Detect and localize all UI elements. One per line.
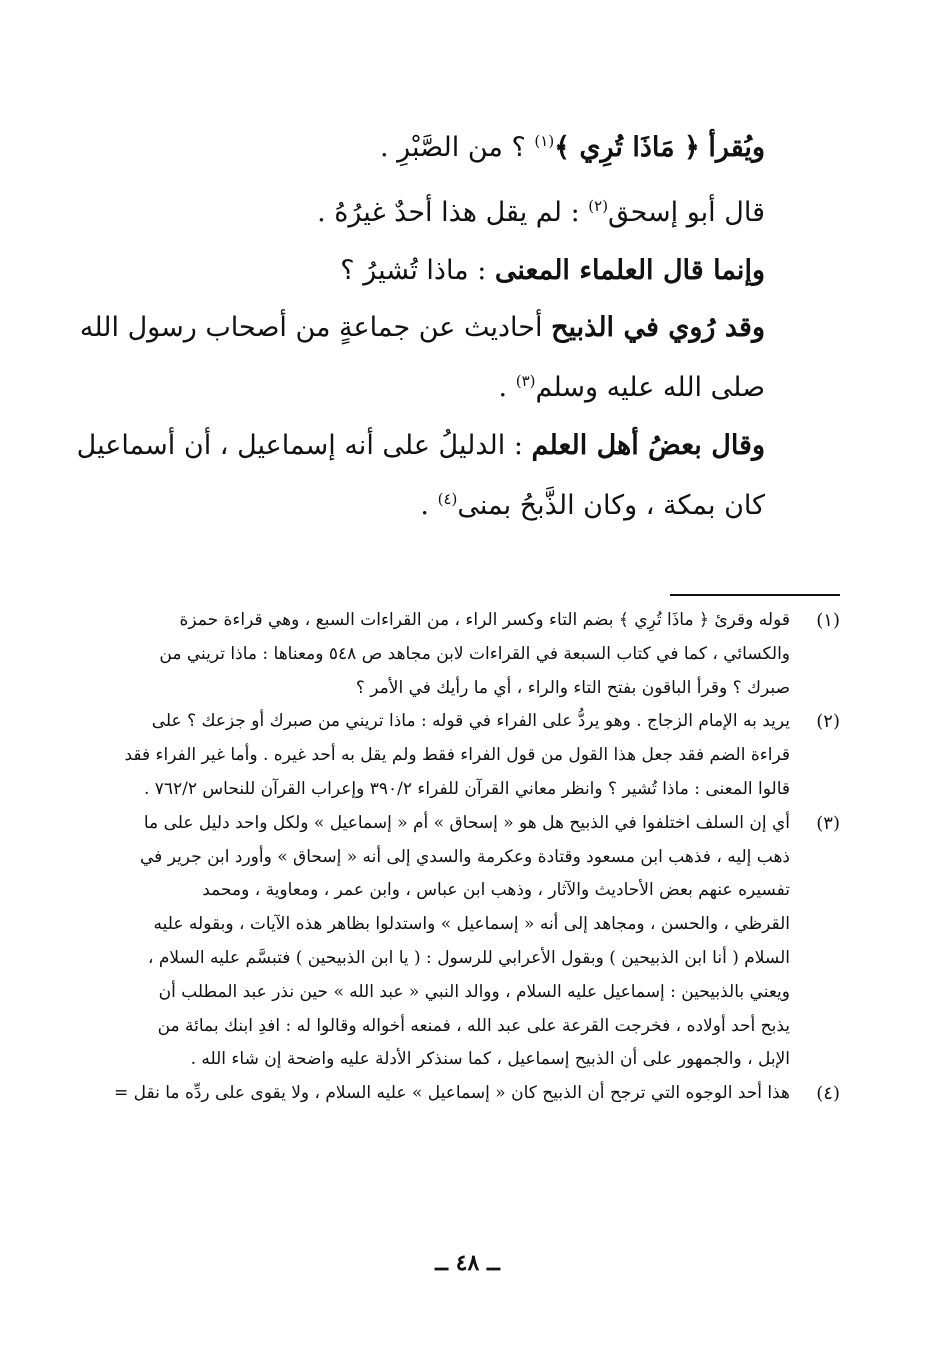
footnote-line: أي إن السلف اختلفوا في الذبيح هل هو « إسحاق » أم « إسماعيل » ولكل واحد دليل على ما <box>143 812 790 833</box>
page-number: ــ ٤٨ ــ <box>435 1250 500 1276</box>
footnote-line: الإبل ، والجمهور على أن الذبيح إسماعيل ، كما سنذكر الأدلة عليه واضحة إن شاء الله . <box>190 1049 790 1070</box>
quran-quote: ﴿ مَاذَا تُرِي ﴾ <box>554 132 700 163</box>
text-span: ؟ من الصَّبْرِ . <box>379 132 535 163</box>
bold-phrase: ويُقرأ <box>708 132 765 163</box>
footnote-line: قوله وقرئ ﴿ ماذَا تُرِي ﴾ بضم التاء وكسر الراء ، من القراءات السبع ، وهي قراءة حمزة <box>179 610 790 630</box>
footnote-number: (٣) <box>816 812 840 834</box>
footnote-line: هذا أحد الوجوه التي ترجح أن الذبيح كان « إسماعيل » عليه السلام ، ولا يقوى على ردِّه ما نقل = <box>114 1083 790 1104</box>
text-span: : ماذا تُشيرُ ؟ <box>340 255 495 286</box>
text-span: أحاديث عن جماعةٍ من أصحاب رسول الله <box>79 312 552 343</box>
main-line-1 <box>90 112 765 177</box>
footnote-line: يذبح أحد أولاده ، فخرجت القرعة على عبد الله ، فمنعه أخواله وقالوا له : افدِ ابنك بمائة من <box>157 1015 790 1036</box>
footnote-number: (٢) <box>816 711 840 733</box>
bold-phrase: وقد رُوي في الذبيح <box>551 312 765 343</box>
footnote-line: تفسيره عنهم بعض الأحاديث والآثار ، وذهب ابن عباس ، وابن عمر ، ومعاوية ، ومحمد <box>202 880 790 901</box>
main-text <box>90 112 765 308</box>
footnote-line: صبرك ؟ وقرأ الباقون بفتح التاء والراء ، أي ما رأيك في الأمر ؟ <box>355 677 790 698</box>
text-span: : لم يقل هذا أحدٌ غيرُهُ . <box>317 197 589 228</box>
footnotes <box>92 604 840 1111</box>
footnote-line: قراءة الضم فقد جعل هذا القول من قول الفراء فقط ولم يقل به أحد غيره . وأما غير الفراء فقد <box>124 745 790 766</box>
text-span: . <box>420 490 438 521</box>
text-span: قال أبو إسحق <box>608 197 765 228</box>
footnote-3 <box>92 807 840 1077</box>
footnote-4 <box>92 1077 840 1111</box>
footnote-ref: (٤) <box>437 490 458 508</box>
footnote-separator <box>670 594 840 596</box>
footnote-line: السلام ( أنا ابن الذبيحين ) وبقول الأعرابي للرسول : ( يا ابن الذبيحين ) فتبسَّم عليه السلام ، <box>148 947 790 968</box>
bold-phrase: وإنما قال العلماء المعنى <box>494 255 765 286</box>
text-span: : الدليلُ على أنه إسماعيل ، أن أسماعيل <box>76 430 532 461</box>
footnote-line: ويعني بالذبيحين : إسماعيل عليه السلام ، ووالد النبي « عبد الله » حين نذر عبد المطلب أن <box>158 981 790 1002</box>
paragraph-hadith <box>79 300 765 413</box>
main-line-5 <box>90 356 765 413</box>
footnote-line: يريد به الإمام الزجاج . وهو يردُّ على الفراء في قوله : ماذا تريني من صبرك أو جزعك ؟ على <box>151 711 790 732</box>
footnote-1 <box>92 604 840 705</box>
main-line-4 <box>79 300 765 356</box>
text-span: . <box>498 372 516 403</box>
footnote-ref: (٢) <box>588 197 609 215</box>
text-span: صلى الله عليه وسلم <box>535 372 765 403</box>
footnote-line: ذهب إليه ، فذهب ابن مسعود وقتادة وعكرمة والسدي إلى أنه « إسحاق » وأورد ابن جرير في <box>140 846 790 867</box>
bold-phrase: وقال بعضُ أهل العلم <box>531 430 765 461</box>
main-line-3 <box>90 242 765 300</box>
footnote-line: والكسائي ، كما في كتاب السبعة في القراءات لابن مجاهد ص ٥٤٨ ومعناها : ماذا تريني من <box>159 643 790 664</box>
footnote-ref: (١) <box>534 132 555 150</box>
text-span: كان بمكة ، وكان الذَّبحُ بمنى <box>457 490 765 521</box>
main-line-2 <box>90 177 765 242</box>
footnote-number: (٤) <box>816 1083 840 1105</box>
footnote-line: القرظي ، والحسن ، ومجاهد إلى أنه « إسماعيل » واستدلوا بظاهر هذه الآيات ، وبقوله عليه <box>153 914 790 935</box>
paragraph-evidence <box>76 418 765 531</box>
main-line-6 <box>76 418 765 474</box>
footnote-ref: (٣) <box>515 372 536 390</box>
footnote-line: قالوا المعنى : ماذا تُشير ؟ وانظر معاني القرآن للفراء ٣٩٠/٢ وإعراب القرآن للنحاس ٧٦٢/٢ . <box>143 778 790 799</box>
main-line-7 <box>90 474 765 531</box>
footnote-2 <box>92 705 840 806</box>
footnote-number: (١) <box>816 610 840 631</box>
